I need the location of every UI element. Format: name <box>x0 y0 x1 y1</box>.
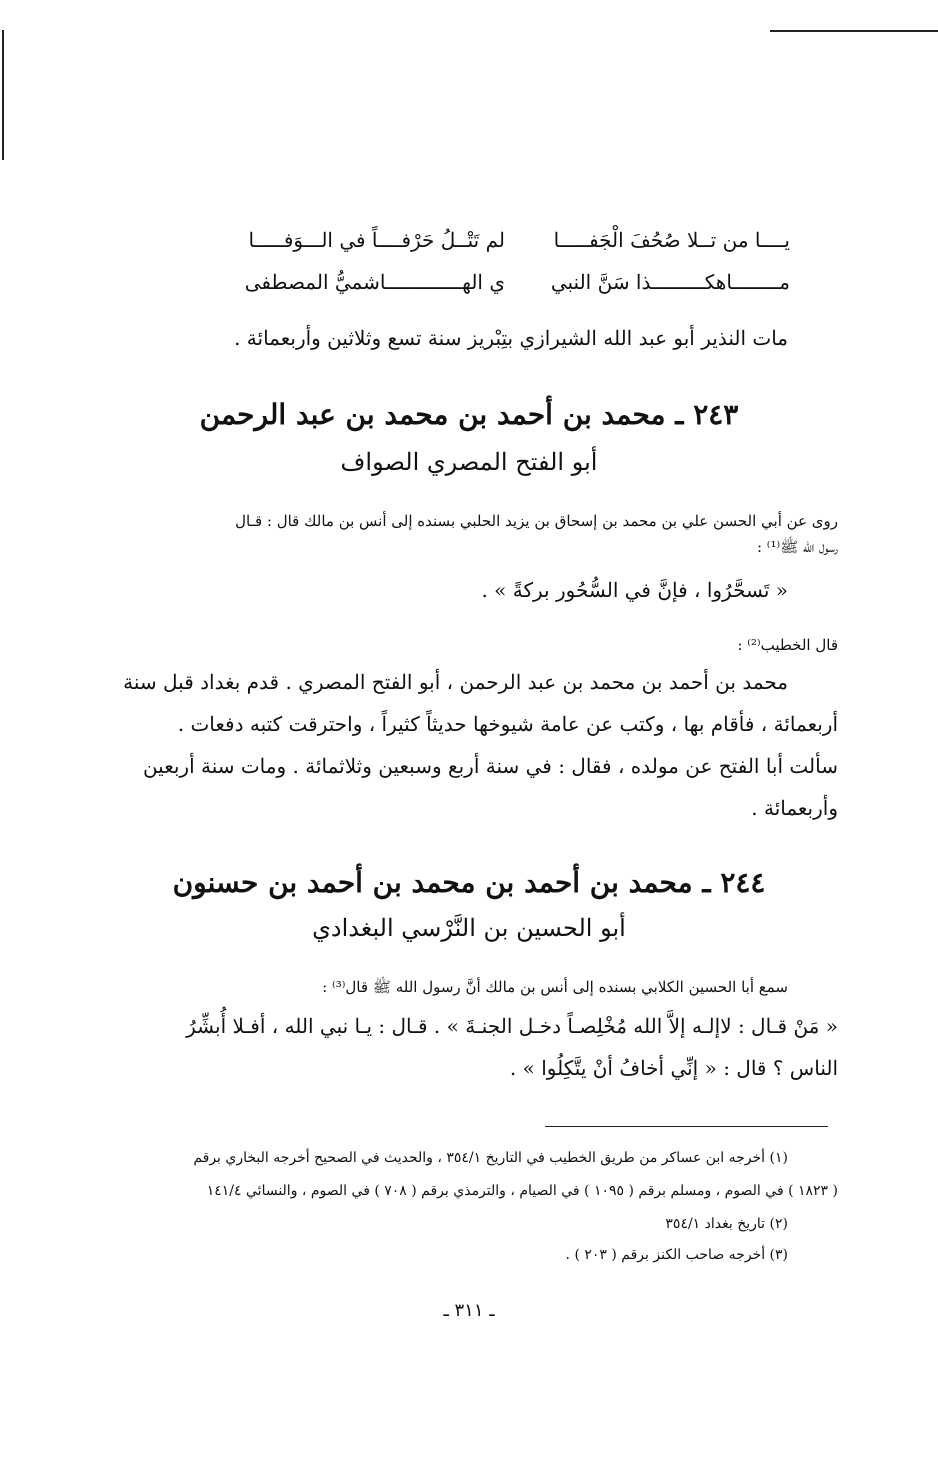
page-number: ـ ٣١١ ـ <box>443 1300 495 1321</box>
poem-line-1-right: يــــا من تــلا صُحُفَ الْجَفـــــا <box>553 228 790 252</box>
entry-243-bio-4: وأربعمائة . <box>751 796 838 820</box>
entry-243-subtitle: أبو الفتح المصري الصواف <box>340 448 598 476</box>
entry-243-title: ٢٤٣ ـ محمد بن أحمد بن محمد بن عبد الرحمن <box>199 398 739 431</box>
footnote-3: (٣) أخرجه صاحب الكنز برقم ( ٢٠٣ ) . <box>565 1247 788 1263</box>
entry-243-narration-2: رسول الله ﷺ⁽¹⁾ : <box>756 538 838 556</box>
entry-243-bio-2: أربعمائة ، فأقام بها ، وكتب عن عامة شيوخها حديثاً كثيراً ، واحترقت كتبه دفعات . <box>177 712 838 736</box>
page-edge-mark <box>2 30 4 160</box>
footnote-1: (١) أخرجه ابن عساكر من طريق الخطيب في التاريخ ٣٥٤/١ ، والحديث في الصحيح أخرجه البخاري برقم <box>193 1150 788 1166</box>
entry-244-title: ٢٤٤ ـ محمد بن أحمد بن محمد بن أحمد بن حسنون <box>172 866 766 899</box>
entry-243-bio-3: سألت أبا الفتح عن مولده ، فقال : في سنة أربع وسبعين وثلاثمائة . ومات سنة أربعين <box>142 754 838 778</box>
entry-244-hadith-2: الناس ؟ قال : « إنِّي أخافُ أنْ يتَّكِلُوا » . <box>509 1056 838 1080</box>
death-note: مات النذير أبو عبد الله الشيرازي بتِبْريز سنة تسع وثلاثين وأربعمائة . <box>234 326 788 350</box>
poem-line-2-left: ي الهـــــــــــــاشميُّ المصطفى <box>244 270 505 294</box>
entry-243-narration: روى عن أبي الحسن علي بن محمد بن إسحاق بن يزيد الحلبي بسنده إلى أنس بن مالك قال : قـال <box>235 512 838 530</box>
entry-244-narration: سمع أبا الحسين الكلابي بسنده إلى أنس بن مالك أنَّ رسول الله ﷺ قال⁽³⁾ : <box>322 978 788 996</box>
footnote-2: (٢) تاريخ بغداد ٣٥٤/١ <box>665 1216 788 1232</box>
poem-line-2-right: مــــــــاهكـــــــــذا سَنَّ النبي <box>550 270 790 294</box>
entry-243-hadith: « تَسحَّرُوا ، فإنَّ في السُّحُور بركةً » . <box>481 578 788 602</box>
footnote-separator <box>545 1126 828 1127</box>
poem-line-1-left: لم تَتْــلُ حَرْفــــاً في الـــوَفـــــا <box>248 228 505 252</box>
footnote-1-cont: ( ١٨٢٣ ) في الصوم ، ومسلم برقم ( ١٠٩٥ ) في الصيام ، والترمذي برقم ( ٧٠٨ ) في الصوم ، والنسائي ١٤١/٤ <box>206 1183 838 1199</box>
page-edge-mark <box>770 30 938 32</box>
khatib-label: قال الخطيب⁽²⁾ : <box>737 636 838 654</box>
entry-244-hadith-1: « مَنْ قـال : لاإلـه إلاَّ الله مُخْلِصـاً دخـل الجنـةَ » . قـال : يـا نبي الله ، أفـلا أُبشِّرُ <box>186 1014 838 1038</box>
entry-243-bio-1: محمد بن أحمد بن محمد بن عبد الرحمن ، أبو الفتح المصري . قدم بغداد قبل سنة <box>123 670 788 694</box>
entry-244-subtitle: أبو الحسين بن النَّرْسي البغدادي <box>312 914 626 942</box>
